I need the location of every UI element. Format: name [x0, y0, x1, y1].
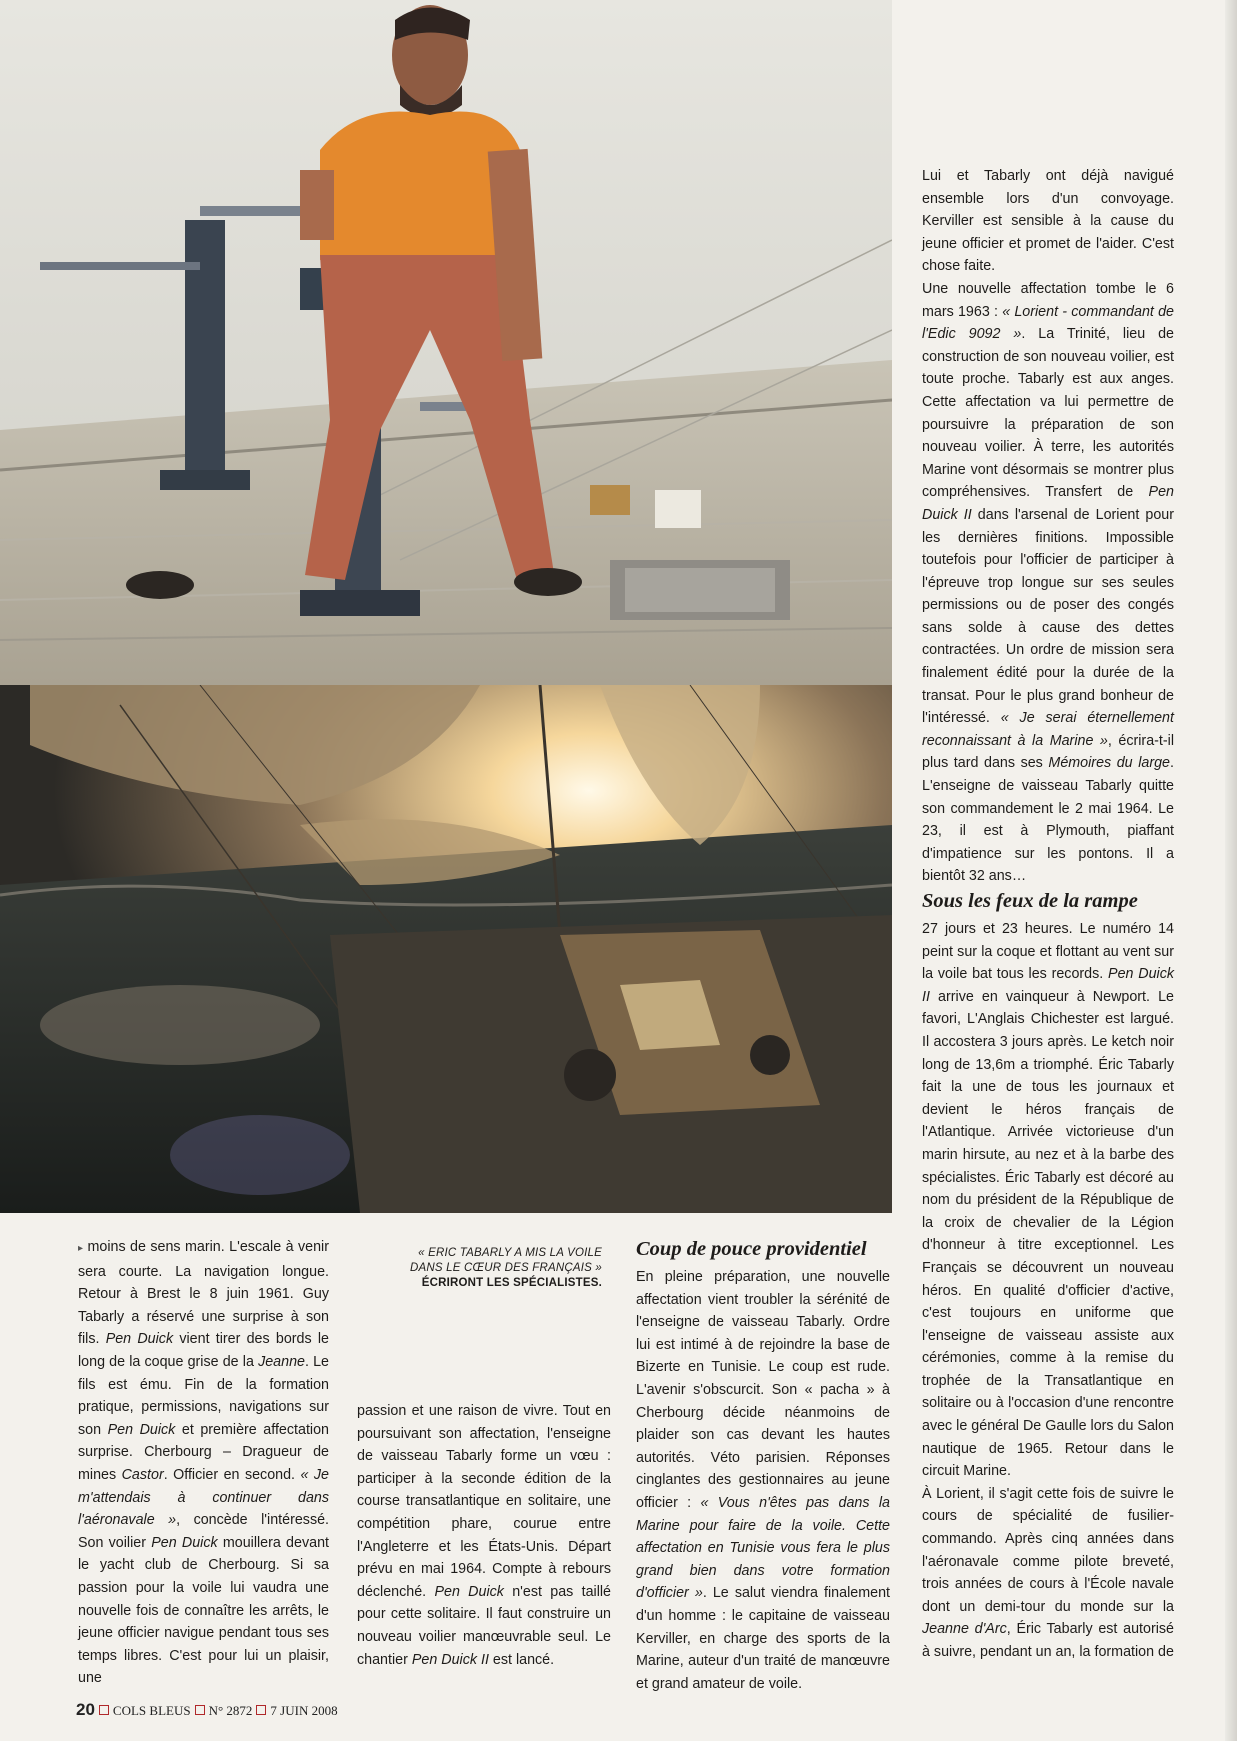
square-icon	[195, 1705, 205, 1715]
paragraph-passion: passion et une raison de vivre. Tout en poursuivant son affectation, l'enseigne de vaisseau Tabarly forme un vœu : participer à la seconde édition de la course transatlantique en solitaire, une compétition phare, courue entre l'Angleterre et les États-Unis. Départ prévu en mai 1964. Compte à rebours déclenché. Pen Duick n'est pas taillé pour cette solitaire. Il faut construire un nouveau voilier manœuvrable seul. Le chantier Pen Duick II est lancé.	[357, 1403, 612, 1668]
issue-date: 7 JUIN 2008	[270, 1703, 338, 1718]
magazine-name: COLS BLEUS	[112, 1703, 191, 1718]
paragraph-bizerte: En pleine préparation, une nouvelle affectation vient troubler la sérénité de l'enseigne de vaisseau Tabarly. Ordre lui est intimé à de rejoindre la base de Bizerte en Tunisie. Le coup est rude. L'avenir s'obscurcit. Son « pacha » à Cherbourg décide néanmoins de plaider son cas devant les hautes autorités. Véto parisien. Réponses cinglantes des gestionnaires au jeune officier : « Vous n'êtes pas dans la Marine pour faire de la voile. Cette affectation en Tunisie vous fera le plus grand bien dans votre formation d'officier ». Le salut viendra finalement d'un homme : le capitaine de vaisseau Kerviller, en charge des sports de la Marine, auteur d'un traité de manœuvre et grand amateur de voile.	[636, 1269, 890, 1692]
article-column-b	[357, 1400, 611, 1671]
paragraph-victoire: 27 jours et 23 heures. Le numéro 14 peint sur la coque et flottant au vent sur la voile bat tous les records. Pen Duick II arrive en vainqueur à Newport. Le favori, L'Anglais Chichester est largué. Il accostera 3 jours après. Le ketch noir long de 13,6m a triomphé. Éric Tabarly fait la une de tous les journaux et devient le héros français de l'Atlantique. Arrivée victorieuse d'un marin hirsute, au nez et à la barbe des spécialistes. Éric Tabarly est décoré au nom du président de la République de la croix de chevalier de la Légion d'honneur à titre exceptionnel. Les Français se découvrent un nouveau héros. En qualité d'officier d'active, c'est toujours en uniforme que l'enseigne de vaisseau assiste aux cérémonies, comme à la remise du trophée de la Transatlantique en solitaire ou à l'occasion d'une rencontre avec le général De Gaulle lors du Salon nautique de 1965. Retour dans le circuit Marine.	[922, 921, 1174, 1480]
paragraph-brest: ▸ moins de sens marin. L'escale à venir sera courte. La navigation longue. Retour à Brest le 8 juin 1961. Guy Tabarly a réservé une surprise à son fils. Pen Duick vient tirer des bords le long de la coque grise de la Jeanne. Le fils est ému. Fin de la formation pratique, permissions, navigations sur son Pen Duick et première affectation surprise. Cherbourg – Dragueur de mines Castor. Officier en second. « Je m'attendais à continuer dans l'aéronavale », concède l'intéressé. Son voilier Pen Duick mouillera devant le yacht club de Cherbourg. Si sa passion pour la voile lui vaudra une nouvelle fois de connaître les arrêts, le jeune officier navigue pendant tous ses temps libres. C'est pour lui un plaisir, une	[78, 1239, 330, 1687]
article-column-c	[636, 1236, 890, 1695]
pull-quote-text: « ERIC TABARLY A MIS LA VOILE DANS LE CŒUR DES FRANÇAIS »	[410, 1247, 602, 1274]
square-icon	[99, 1705, 109, 1715]
article-column-right-upper	[922, 165, 1174, 888]
article-column-right-lower	[922, 888, 1174, 1664]
paragraph-lorient: À Lorient, il s'agit cette fois de suivre le cours de spécialité de fusilier-commando. Après cinq années dans l'aéronavale comme pilote breveté, trois années de cours à l'École navale dont un demi-tour du monde sur la Jeanne d'Arc, Éric Tabarly est autorisé à suivre, pendant un an, la formation de	[922, 1485, 1174, 1660]
pull-quote-attribution: ÉCRIRONT LES SPÉCIALISTES.	[421, 1277, 602, 1289]
paragraph-affectation: Une nouvelle affectation tombe le 6 mars 1963 : « Lorient - commandant de l'Edic 9092 ». La Trinité, lieu de construction de son nouveau voilier, est toute proche. Tabarly est aux anges. Cette affectation va lui permettre de poursuivre la préparation de son nouveau voilier. À terre, les autorités Marine vont désormais se montrer plus compréhensives. Transfert de Pen Duick II dans l'arsenal de Lorient pour les dernières finitions. Impossible toutefois pour l'officier de participer à l'épreuve trop longue sur ses seules permissions ou de poser des congés sans solde à cause des dettes contractées. Un ordre de mission sera finalement édité pour la durée de la transat. Pour le plus grand bonheur de l'intéressé. « Je serai éternellement reconnaissant à la Marine », écrira-t-il plus tard dans ses Mémoires du large. L'enseigne de vaisseau Tabarly quitte son commandement le 2 mai 1964. Le 23, il est à Plymouth, piaffant d'impatience sur les pontons. Il a bientôt 32 ans…	[922, 280, 1175, 885]
photo-sailor-winch	[0, 0, 892, 685]
issue-number: N° 2872	[208, 1703, 253, 1718]
square-icon	[256, 1705, 266, 1715]
subhead-coup-de-pouce: Coup de pouce providentiel	[636, 1238, 867, 1260]
pull-quote-caption	[402, 1246, 602, 1291]
photo-sunset-deck	[0, 685, 892, 1213]
article-column-a	[78, 1236, 329, 1690]
subhead-feux-rampe: Sous les feux de la rampe	[922, 890, 1138, 912]
paragraph-convoyage: Lui et Tabarly ont déjà navigué ensemble lors d'un convoyage. Kerviller est sensible à la cause du jeune officier et promet de l'aider. C'est chose faite.	[922, 168, 1174, 275]
page-edge-shadow	[1225, 0, 1237, 1741]
page-footer	[76, 1700, 338, 1720]
continuation-arrow-icon: ▸	[78, 1243, 84, 1254]
page-number: 20	[76, 1700, 95, 1719]
